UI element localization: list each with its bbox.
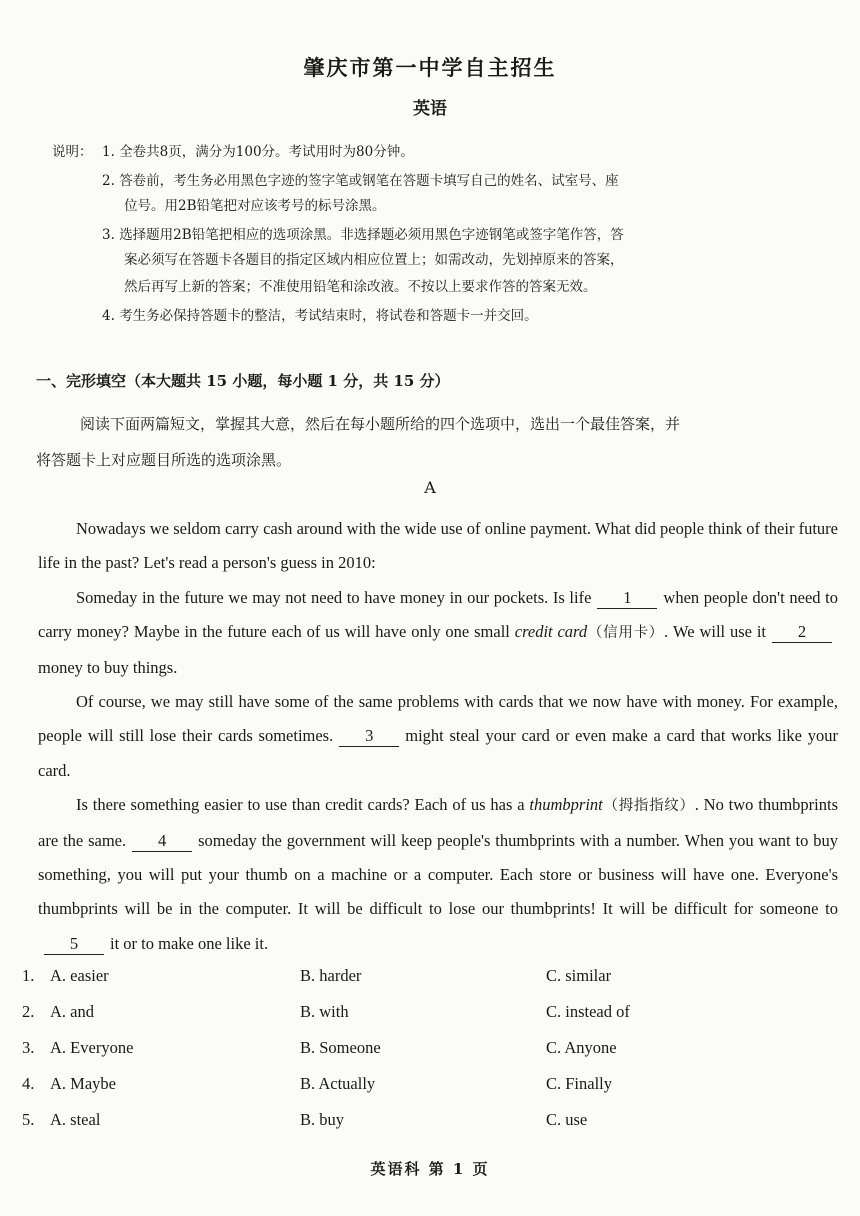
option-row-2 [22,1002,842,1038]
note-number: 1. [102,144,115,160]
option-b: B. Someone [300,1038,381,1057]
answer-options [22,966,842,1146]
note-text: 全卷共8页，满分为100分。考试用时为80分钟。 [119,144,414,160]
note-number: 3. [102,227,115,243]
note-continuation: 然后再写上新的答案；不准使用铅笔和涂改液。不按以上要求作答的答案无效。 [124,279,597,295]
note-text: 选择题用2B铅笔把相应的选项涂黑。非选择题必须用黑色字迹钢笔或签字笔作答，答 [119,227,624,243]
option-c: C. instead of [546,1002,630,1021]
blank-2: 2 [772,622,832,643]
blank-5: 5 [44,934,104,955]
option-c: C. Finally [546,1074,613,1093]
option-b: B. Actually [300,1074,376,1093]
blank-4: 4 [132,831,192,852]
option-c: C. similar [546,966,612,985]
notes-label: 说明： [52,144,93,160]
question-number: 5. [22,1110,35,1129]
instructions-block [52,142,812,331]
option-row-4 [22,1074,842,1110]
option-a: A. Everyone [50,1038,134,1057]
option-row-5 [22,1110,842,1146]
passage-label: A [424,478,436,497]
note-item-3 [52,223,812,297]
subject-title: 英语 [413,99,447,119]
option-b: B. buy [300,1110,345,1129]
paragraph-4: Is there something easier to use than credit cards? Each of us has a thumbprint（拇指指纹）. No two thumbprints are the same. 4 someday the government will keep people's thumbprints with a number. When you want to buy something, you will put your thumb on a machine or a computer. Each store or business will have one. Everyone's thumbprints will be in the computer. It will be difficult to lose our thumbprints! It will be difficult for someone to5 it or to make one like it. [38,795,839,953]
option-b: B. with [300,1002,349,1021]
passage-a [38,512,838,961]
note-number: 4. [102,308,115,324]
note-number: 2. [102,173,115,189]
option-a: A. steal [50,1110,101,1129]
term-credit-card: credit card [514,622,588,642]
paragraph-2: Someday in the future we may not need to have money in our pockets. Is life 1 when people don't need to carry money? Maybe in the future each of us will have only one small credit card（信用卡）. We will use it 2money to buy things. [38,587,838,677]
option-row-3 [22,1038,842,1074]
question-number: 3. [22,1038,35,1057]
page-footer: 英语科 第 1 页 [370,1160,490,1178]
question-number: 1. [22,966,35,985]
note-continuation: 案必须写在答题卡各题目的指定区域内相应位置上；如需改动，先划掉原来的答案， [124,252,624,268]
section-instructions [36,406,826,478]
option-b: B. harder [300,966,362,985]
option-a: A. easier [50,966,109,985]
option-row-1 [22,966,842,1002]
blank-3: 3 [339,726,399,747]
option-a: A. Maybe [50,1074,116,1093]
note-continuation: 位号。用2B铅笔把对应该考号的标号涂黑。 [124,198,386,214]
question-number: 4. [22,1074,35,1093]
note-text: 答卷前，考生务必用黑色字迹的签字笔或钢笔在答题卡填写自己的姓名、试室号、座 [119,173,619,189]
exam-title: 肇庆市第一中学自主招生 [303,55,557,80]
note-item-2 [52,169,812,216]
option-a: A. and [50,1002,94,1021]
note-item-4 [52,304,812,324]
instruction-line-2: 将答题卡上对应题目所选的选项涂黑。 [36,451,292,469]
note-item-1 [52,142,812,162]
option-c: C. use [546,1110,588,1129]
paragraph-1: Nowadays we seldom carry cash around with the wide use of online payment. What did people think of their future life in the past? Let's read a person's guess in 2010: [38,519,838,573]
question-number: 2. [22,1002,35,1021]
option-c: C. Anyone [546,1038,617,1057]
note-text: 考生务必保持答题卡的整洁，考试结束时，将试卷和答题卡一并交回。 [119,308,538,324]
term-thumbprint: thumbprint [529,795,603,815]
instruction-line-1: 阅读下面两篇短文，掌握其大意，然后在每小题所给的四个选项中，选出一个最佳答案，并 [80,415,681,433]
blank-1: 1 [597,588,657,609]
paragraph-3: Of course, we may still have some of the same problems with cards that we now have with money. For example, people will still lose their cards sometimes. 3 might steal your card or even make a card that works like your card. [38,692,838,780]
section-heading: 一、完形填空（本大题共 15 小题，每小题 1 分，共 15 分） [36,372,450,390]
